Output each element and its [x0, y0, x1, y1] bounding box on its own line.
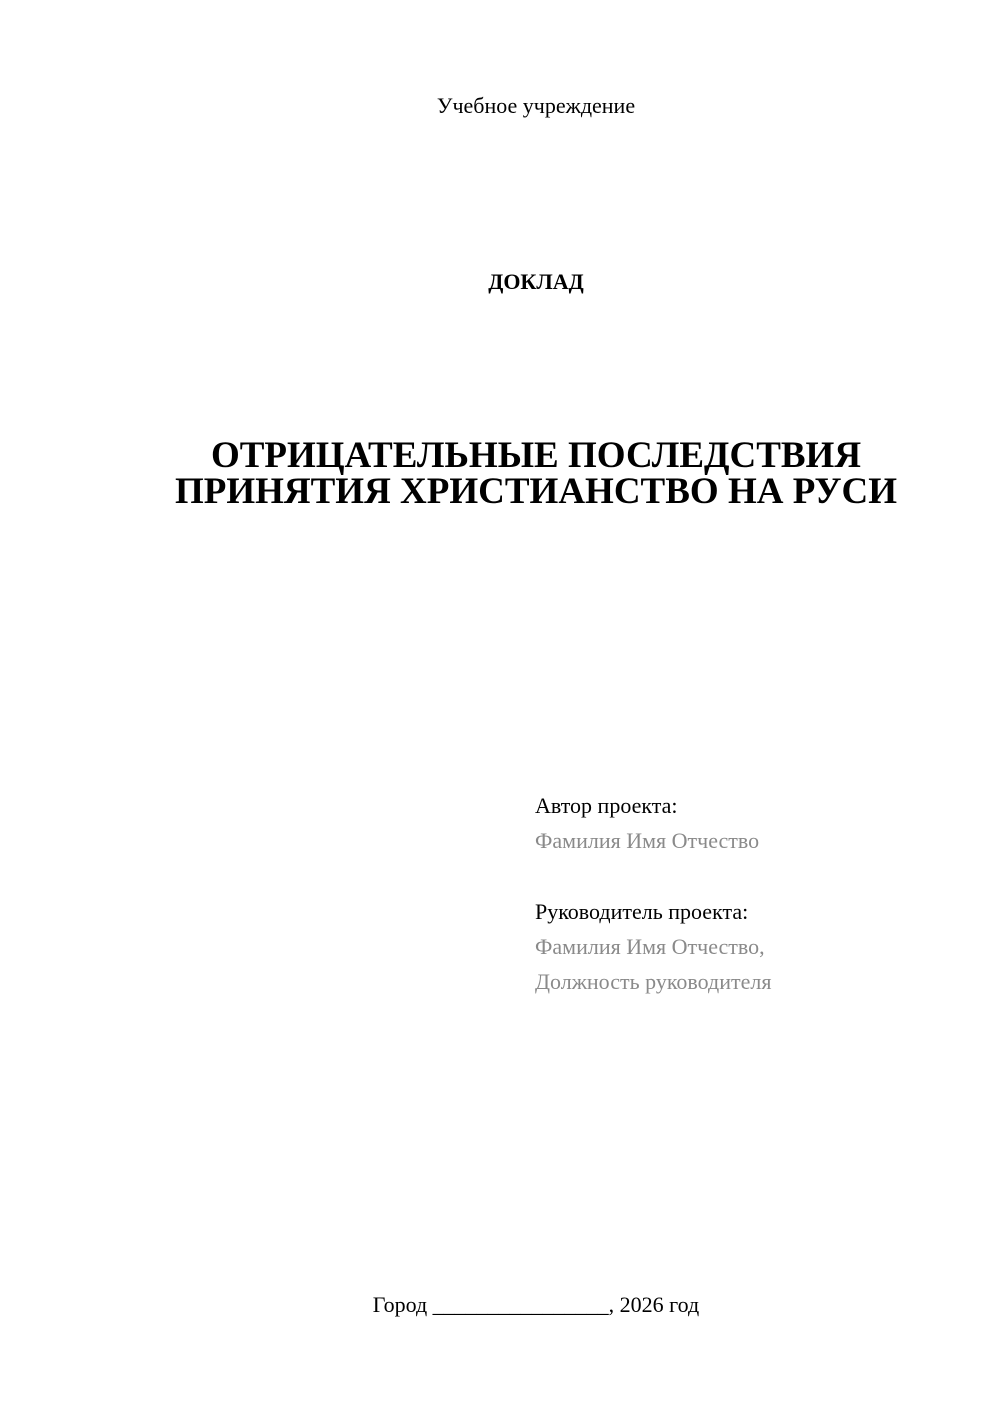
author-name-placeholder: Фамилия Имя Отчество — [535, 828, 760, 853]
author-label: Автор проекта: — [535, 793, 678, 818]
title-line-2: ПРИНЯТИЯ ХРИСТИАНСТВО НА РУСИ — [174, 471, 898, 512]
project-info-block — [535, 788, 975, 999]
info-spacer — [535, 858, 975, 894]
city-year-line: Город ________________, 2026 год — [372, 1292, 700, 1317]
document-type: ДОКЛАД — [488, 269, 584, 294]
title-line-1: ОТРИЦАТЕЛЬНЫЕ ПОСЛЕДСТВИЯ — [210, 435, 862, 476]
institution-name: Учебное учреждение — [436, 93, 636, 118]
supervisor-position-placeholder: Должность руководителя — [535, 969, 772, 994]
supervisor-name-placeholder: Фамилия Имя Отчество, — [535, 934, 765, 959]
supervisor-label: Руководитель проекта: — [535, 899, 749, 924]
document-title — [0, 435, 1000, 512]
